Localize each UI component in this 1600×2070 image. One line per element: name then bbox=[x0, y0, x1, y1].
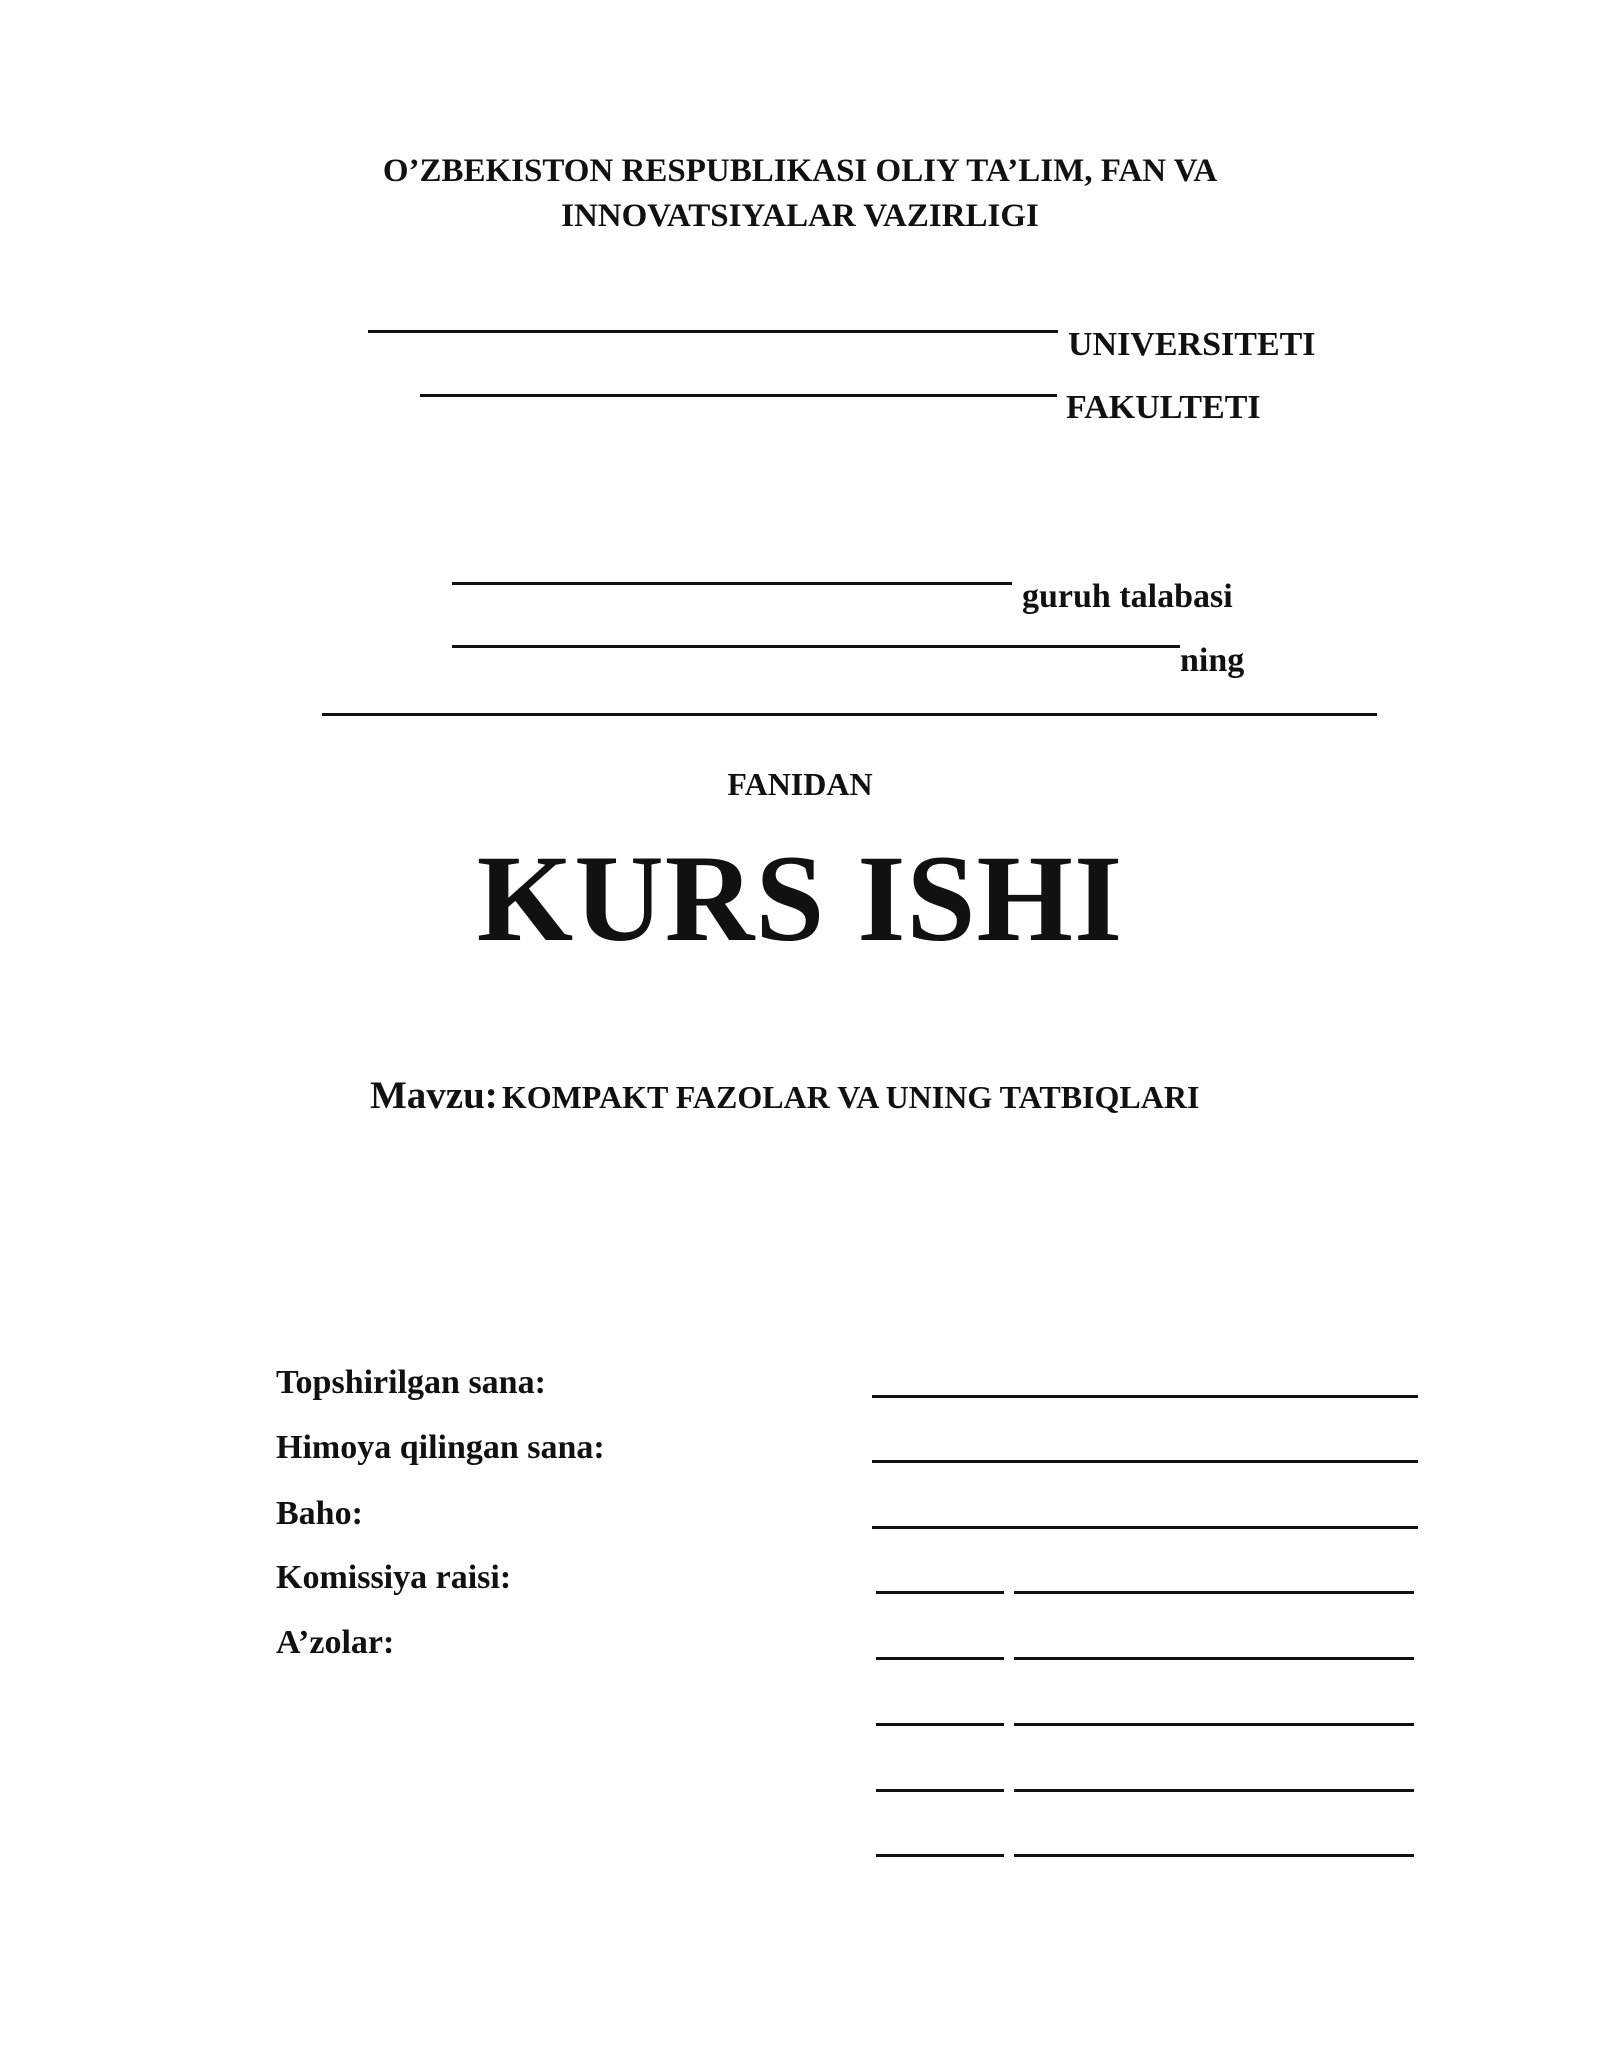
faculty-label: FAKULTETI bbox=[1066, 389, 1261, 426]
member1-name-blank[interactable] bbox=[1014, 1657, 1414, 1660]
topic-label: Mavzu: bbox=[370, 1074, 498, 1117]
faculty-blank[interactable] bbox=[420, 394, 1057, 397]
student-name-blank[interactable] bbox=[452, 645, 1180, 648]
member2-name-blank[interactable] bbox=[1014, 1723, 1414, 1726]
grade-blank[interactable] bbox=[872, 1526, 1418, 1529]
submitted-date-label: Topshirilgan sana: bbox=[276, 1364, 546, 1401]
defended-date-blank[interactable] bbox=[872, 1460, 1418, 1463]
document-title: KURS ISHI bbox=[476, 830, 1124, 967]
chair-signature-blank[interactable] bbox=[876, 1591, 1004, 1594]
university-label: UNIVERSITETI bbox=[1068, 326, 1316, 363]
group-label: guruh talabasi bbox=[1022, 578, 1233, 615]
commission-chair-label: Komissiya raisi: bbox=[276, 1559, 512, 1596]
submitted-date-blank[interactable] bbox=[872, 1395, 1418, 1398]
member3-signature-blank[interactable] bbox=[876, 1789, 1004, 1792]
grade-label: Baho: bbox=[276, 1495, 363, 1532]
chair-name-blank[interactable] bbox=[1014, 1591, 1414, 1594]
member2-signature-blank[interactable] bbox=[876, 1723, 1004, 1726]
subject-blank[interactable] bbox=[322, 713, 1377, 716]
ministry-name-line2: INNOVATSIYALAR VAZIRLIGI bbox=[561, 198, 1039, 234]
ministry-name-line1: O’ZBEKISTON RESPUBLIKASI OLIY TA’LIM, FAN VA bbox=[382, 153, 1218, 189]
member4-name-blank[interactable] bbox=[1014, 1854, 1414, 1857]
members-label: A’zolar: bbox=[276, 1624, 395, 1661]
topic-text: KOMPAKT FAZOLAR VA UNING TATBIQLARI bbox=[501, 1079, 1200, 1115]
group-blank[interactable] bbox=[452, 582, 1012, 585]
university-blank[interactable] bbox=[368, 330, 1058, 333]
topic bbox=[370, 1076, 1199, 1115]
subject-label: FANIDAN bbox=[727, 766, 873, 802]
defended-date-label: Himoya qilingan sana: bbox=[276, 1429, 605, 1466]
member4-signature-blank[interactable] bbox=[876, 1854, 1004, 1857]
member3-name-blank[interactable] bbox=[1014, 1789, 1414, 1792]
genitive-suffix: ning bbox=[1180, 642, 1245, 679]
member1-signature-blank[interactable] bbox=[876, 1657, 1004, 1660]
